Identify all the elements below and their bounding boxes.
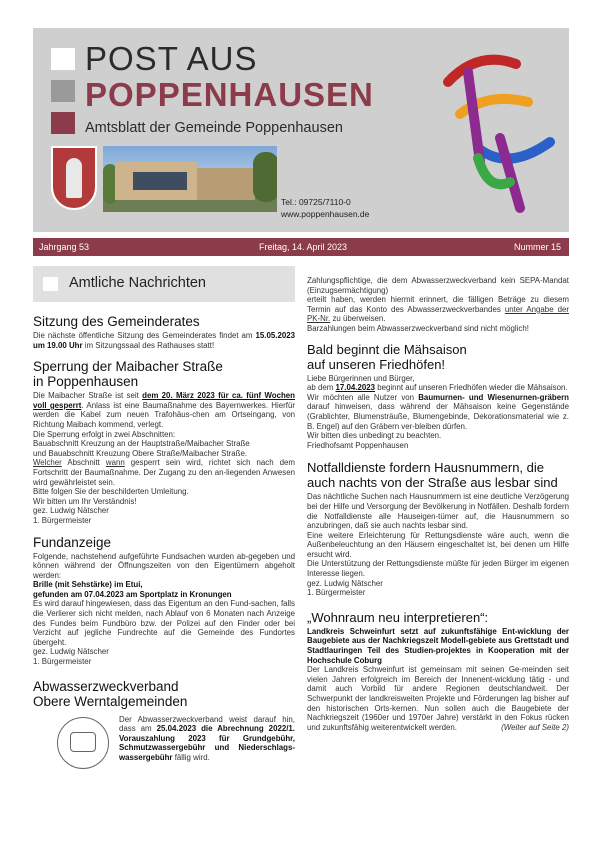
article-body-maehsaison: Liebe Bürgerinnen und Bürger, ab dem 17.04.2023 beginnt auf unseren Friedhöfen wieder die Mähsaison. Wir möchten alle Nutzer von Baumurnen- und Wiesenurnen-gräbern darauf hinweisen, dass während der Mähsaison keine Gegenstände (Grablichter, Blumensträuße, Blumengebinde, Dekorationsmaterial wie z. B. Engel) auf den Gräbern ver-bleiben dürfen. Wir bitten dies unbedingt zu beachten. Friedhofsamt Poppenhausen: [307, 373, 569, 450]
seal-icon: [57, 717, 109, 769]
article-body-sperrung: Die Maibacher Straße ist seit dem 20. März 2023 für ca. fünf Wochen voll gesperrt. Anlass ist eine Baumaßnahme des Bayernwerkes. Hierfür werden die Kabel zum neuen Trafohäus-chen am Ortseingang, von Richtung Maibach kommend, verlegt. Die Sperrung erfolgt in zwei Abschnitten: Bauabschnitt Kreuzung an der Hauptstraße/Maibacher Straße und Bauabschnitt Kreuzung Obere Straße/Maibacher Straße. Welcher Abschnitt wann gesperrt sein wird, richtet sich nach dem Fortschritt der Baumaßnahme. Der Zugang zu den an-liegenden Anwesen wird gewährleistet sein. Bitte folgen Sie der beschilderten Umleitung. Wir bitten um Ihr Verständnis! gez. Ludwig Nätscher 1. Bürgermeister: [33, 391, 295, 525]
masthead-title-line2: POPPENHAUSEN: [85, 76, 374, 113]
article-body-sitzung: Die nächste öffentliche Sitzung des Gemeinderates findet am 15.05.2023 um 19.00 Uhr im Sitzungssaal des Rathauses statt!: [33, 331, 295, 350]
article-heading-abwasser: Abwasserzweckverband Obere Werntalgemeinden: [33, 678, 188, 709]
article-heading-notfalldienste: Notfalldienste fordern Hausnummern, die auch nachts von der Straße aus lesbar sind: [307, 460, 558, 491]
issue-volume: Jahrgang 53: [39, 242, 90, 252]
article-heading-maehsaison: Bald beginnt die Mähsaison auf unseren Friedhöfen!: [307, 341, 467, 372]
article-heading-wohnraum: „Wohnraum neu interpretieren“:: [307, 609, 489, 625]
logo-icon: [438, 42, 562, 218]
section-header: [33, 266, 295, 302]
article-body-fundanzeige: Folgende, nachstehend aufgeführte Fundsachen wurden ab-gegeben und können während der Öffnungszeiten von den Eigentümern abgeholt werden: Brille (mit Sehstärke) im Etui, gefunden am 07.04.2023 am Sportplatz in Kronungen Es wird darauf hingewiesen, dass das Eigentum an den Fund-sachen, falls die Verlierer sich nicht melden, nach Ablauf von 6 Monaten nach Anzeige des Fundes beim Fundbüro bzw. der Polizei auf den Finder oder bei Verzicht auf jegliche Fundrechte auf die Gemeinde des Fundortes übergeht. gez. Ludwig Nätscher 1. Bürgermeister: [33, 551, 295, 667]
left-column: [33, 266, 295, 771]
website-link[interactable]: www.poppenhausen.de: [281, 209, 370, 219]
article-body-wohnraum: Landkreis Schweinfurt setzt auf zukunftsfähige Ent-wicklung der Baugebiete aus der Nachkriegszeit Modell-gebiete aus Grettstadt und Stadtlauringen Teil des Studien-projektes in Kooperation mit der Hochschule Coburg Der Landkreis Schweinfurt ist gemeinsam mit seinen Ge-meinden seit vielen Jahren erfolgreich im Bereich der Innenent-wicklung tätig - und damit auch Vorbild für andere Regionen deutschlandweit. Der Schwerpunkt der landkreisweiten Projekte und Förderungen lag bisher auf den historischen Orts-kernen. Nun sollen auch die Baugebiete der Nachkriegszeit (1960er und 1970er Jahre) verstärkt in den Fokus rücken und zukunftsfähig weiterentwickelt werden. (Weiter auf Seite 2): [307, 626, 569, 732]
masthead-title-line1: POST AUS: [85, 40, 258, 77]
masthead: [33, 28, 569, 232]
grey-square-icon: [51, 80, 75, 102]
continued-link[interactable]: (Weiter auf Seite 2): [501, 722, 569, 732]
article-body-notfalldienste: Das nächtliche Suchen nach Hausnummern ist eine deutliche Verzögerung bei der Hilfe und Versorgung der Bevölkerung in Notfällen. Deshalb fordern die Notfalldienste alle Hauseigen-tümer auf, die Hausnummern so anzubringen, daß sie auch nachts lesbar sind. Eine weitere Erleichterung für Rettungsdienste wäre auch, wenn die Außenbeleuchtung an den Häusern eingeschaltet ist, bei denen um Hilfe ersucht wird. Die Unterstützung der Rettungsdienste müßte für jeden Bürger im eigenen Interesse liegen. gez. Ludwig Nätscher 1. Bürgermeister: [307, 492, 569, 598]
crest-icon: [51, 146, 97, 210]
article-heading-fundanzeige: Fundanzeige: [33, 534, 112, 550]
phone-number: Tel.: 09725/7110-0: [281, 197, 351, 207]
article-body-abwasser-cont: Zahlungspflichtige, die dem Abwasserzweckverband kein SEPA-Mandat (Einzugsermächtigung) erteilt haben, werden hiermit erinnert, die fälligen Beträge zu diesem Termin auf das Konto des Abwasserzweckverbandes unter Angabe der PK-Nr. zu überweisen. Barzahlungen beim Abwasserzweckverband sind nicht möglich!: [307, 276, 570, 333]
contact-info: [281, 196, 369, 220]
article-heading-sitzung: Sitzung des Gemeinderates: [33, 314, 200, 329]
issue-date: Freitag, 14. April 2023: [259, 242, 348, 252]
article-heading-sperrung: Sperrung der Maibacher Straße in Poppenhausen: [33, 359, 223, 390]
section-square-icon: [43, 277, 58, 291]
article-body-abwasser: Der Abwasserzweckverband weist darauf hin, dass am 25.04.2023 die Abrechnung 2022/1. Vorauszahlung 2023 für Grundgebühr, Schmutzwassergebühr und Niederschlags-wassergebühr fällig wird.: [33, 715, 295, 763]
red-square-icon: [51, 112, 75, 134]
issue-number: Nummer 15: [513, 242, 561, 252]
right-column: [307, 276, 569, 732]
masthead-subtitle: Amtsblatt der Gemeinde Poppenhausen: [85, 120, 343, 136]
issue-band: [33, 238, 569, 256]
town-hall-photo: [103, 146, 277, 212]
white-square-icon: [51, 48, 75, 70]
section-label: Amtliche Nachrichten: [69, 275, 206, 291]
